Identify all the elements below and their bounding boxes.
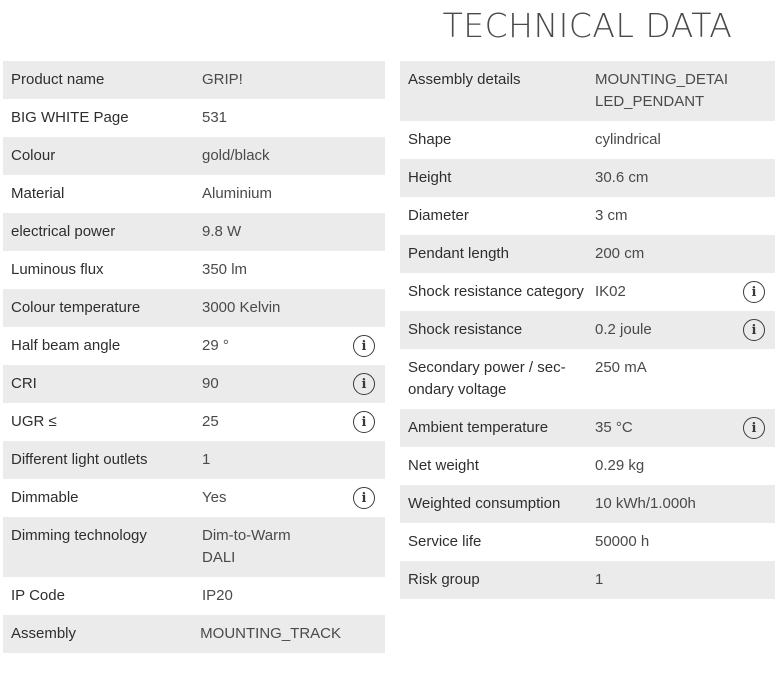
spec-label: Dimming technology (11, 527, 147, 544)
spec-row (400, 121, 775, 159)
spec-row (3, 441, 385, 479)
spec-row (400, 409, 775, 447)
spec-value: Dim-to-Warm DALI (202, 527, 291, 566)
spec-value: MOUNTING_DETAILED_PENDANT (595, 71, 729, 110)
spec-label: CRI (11, 375, 37, 392)
spec-value: 3 cm (595, 207, 628, 224)
spec-label: Service life (408, 533, 482, 550)
spec-value: 200 cm (595, 245, 645, 262)
spec-label: Ambient temperature (408, 419, 549, 436)
spec-label: Half beam angle (11, 337, 121, 354)
info-icon[interactable]: i (743, 281, 765, 303)
spec-label: Height (408, 169, 452, 186)
spec-label: Secondary power / sec- ondary voltage (408, 359, 566, 398)
spec-row (3, 327, 385, 365)
spec-label: Product name (11, 71, 105, 88)
spec-value: 3000 Kelvin (202, 299, 281, 316)
spec-value: 10 kWh/1.000h (595, 495, 696, 512)
spec-row (400, 447, 775, 485)
info-icon[interactable]: i (353, 335, 375, 357)
spec-label: Assembly (11, 625, 77, 642)
spec-row (400, 61, 775, 121)
spec-row (3, 99, 385, 137)
spec-value: 0.29 kg (595, 457, 645, 474)
spec-value: 1 (595, 571, 604, 588)
spec-label: Luminous flux (11, 261, 104, 278)
spec-label: Dimmable (11, 489, 79, 506)
spec-value: GRIP! (202, 71, 243, 88)
spec-value: 30.6 cm (595, 169, 649, 186)
spec-row (400, 349, 775, 409)
info-icon[interactable]: i (353, 487, 375, 509)
spec-label: Different light outlets (11, 451, 148, 468)
spec-row (400, 485, 775, 523)
spec-value: 250 mA (595, 359, 647, 376)
spec-row (400, 235, 775, 273)
spec-value: IK02 (595, 283, 626, 300)
info-icon[interactable]: i (353, 373, 375, 395)
spec-row (3, 175, 385, 213)
page-title: TECHNICAL DATA (442, 6, 733, 45)
spec-row (3, 403, 385, 441)
spec-row (3, 615, 385, 653)
technical-data-table-right (400, 61, 775, 599)
spec-value: Aluminium (202, 185, 273, 202)
spec-row (3, 289, 385, 327)
spec-value: Yes (202, 489, 227, 506)
spec-label: Net weight (408, 457, 479, 474)
spec-row (400, 273, 775, 311)
spec-label: Shock resistance category (408, 283, 584, 300)
spec-value: 35 °C (595, 419, 633, 436)
spec-label: electrical power (11, 223, 116, 240)
spec-row (400, 311, 775, 349)
spec-value: 531 (202, 109, 228, 126)
spec-row (3, 517, 385, 577)
spec-label: Shock resistance (408, 321, 523, 338)
spec-value: cylindrical (595, 131, 661, 148)
spec-row (400, 561, 775, 599)
spec-label: IP Code (11, 587, 65, 604)
spec-label: Shape (408, 131, 452, 148)
spec-value: 0.2 joule (595, 321, 652, 338)
spec-row (3, 137, 385, 175)
spec-label: Risk group (408, 571, 480, 588)
spec-row (3, 577, 385, 615)
spec-label: BIG WHITE Page (11, 109, 129, 126)
info-icon[interactable]: i (743, 319, 765, 341)
info-icon[interactable]: i (353, 411, 375, 433)
spec-value: 1 (202, 451, 211, 468)
spec-label: Diameter (408, 207, 469, 224)
spec-row (3, 365, 385, 403)
spec-row (3, 479, 385, 517)
spec-value: MOUNTING_TRACK (200, 625, 341, 642)
spec-row (3, 61, 385, 99)
spec-value: IP20 (202, 587, 233, 604)
spec-label: Pendant length (408, 245, 509, 262)
spec-label: Assembly details (408, 71, 521, 88)
spec-label: Material (11, 185, 65, 202)
spec-value: gold/black (202, 147, 270, 164)
spec-value: 29 ° (202, 337, 229, 354)
info-icon[interactable]: i (743, 417, 765, 439)
spec-value: 350 lm (202, 261, 248, 278)
technical-data-table-left (3, 61, 385, 653)
spec-value: 50000 h (595, 533, 650, 550)
spec-row (3, 251, 385, 289)
spec-value: 9.8 W (202, 223, 242, 240)
spec-label: Colour temperature (11, 299, 141, 316)
spec-row (400, 523, 775, 561)
spec-value: 90 (202, 375, 219, 392)
spec-label: Colour (11, 147, 56, 164)
spec-row (3, 213, 385, 251)
spec-row (400, 197, 775, 235)
spec-label: UGR ≤ (11, 413, 57, 430)
spec-row (400, 159, 775, 197)
spec-value: 25 (202, 413, 219, 430)
spec-label: Weighted consumption (408, 495, 561, 512)
